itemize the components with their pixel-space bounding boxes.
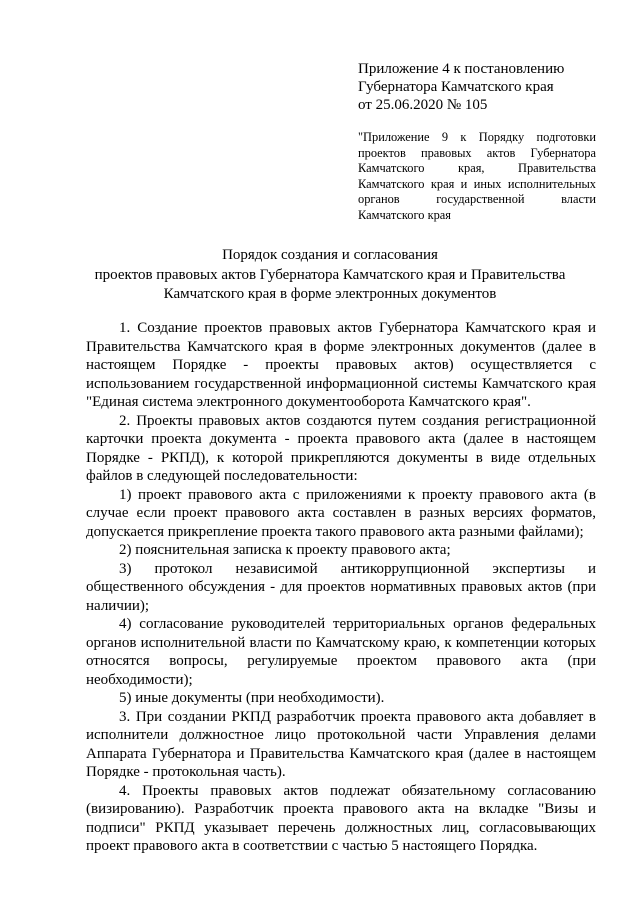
list-item-5: 5) иные документы (при необходимости). [119, 690, 385, 706]
paragraph-1: 1. Создание проектов правовых актов Губернатора Камчатского края и Правительства Камчатского края в форме электронных документов (далее в настоящем Порядке - проекты правовых актов) осуществляется с использованием государственной информационной системы Камчатского края "Единая система электронного документооборота Камчатского края". [86, 320, 596, 410]
list-item-2: 2) пояснительная записка к проекту правового акта; [119, 542, 451, 558]
paragraph-4: 4. Проекты правовых актов подлежат обязательному согласованию (визированию). Разработчик проекта правового акта на вкладке "Визы и подписи" РКПД указывает перечень должностных лиц, согласовывающих проект правового акта в соответствии с частью 5 настоящего Порядка. [86, 782, 596, 854]
appendix-line-2: Губернатора Камчатского края [358, 79, 554, 95]
list-item-3: 3) протокол независимой антикоррупционной экспертизы и общественного обсуждения - для проектов нормативных правовых актов (при наличии); [86, 560, 596, 614]
title-line-3: Камчатского края в форме электронных документов [163, 286, 497, 302]
title-line-1: Порядок создания и согласования [222, 247, 438, 263]
appendix-line-1: Приложение 4 к постановлению [358, 61, 565, 77]
document-body [86, 319, 596, 856]
list-item-1: 1) проект правового акта с приложениями к проекту правового акта (в случае если проект правового акта составлен в разных версиях форматов, допускается прикрепление проекта такого правового акта разными файлами); [86, 486, 596, 540]
list-item-4: 4) согласование руководителей территориальных органов федеральных органов исполнительной власти по Камчатскому краю, к компетенции которых относятся вопросы, регулируемые проектом правового акта (при необходимости); [86, 616, 596, 688]
appendix-line-3: от 25.06.2020 № 105 [358, 97, 488, 113]
title-line-2: проектов правовых актов Губернатора Камчатского края и Правительства [94, 266, 566, 283]
appendix-reference-note: "Приложение 9 к Порядку подготовки проектов правовых актов Губернатора Камчатского края, Правительства Камчатского края и иных исполнительных органов государственной власти Камчатского края [358, 130, 596, 222]
document-title [60, 246, 600, 305]
appendix-header [358, 60, 608, 114]
paragraph-2: 2. Проекты правовых актов создаются путем создания регистрационной карточки проекта документа - проекта правового акта (далее в настоящем Порядке - РКПД), к которой прикрепляются документы в виде отдельных файлов в следующей последовательности: [86, 412, 596, 484]
paragraph-3: 3. При создании РКПД разработчик проекта правового акта добавляет в исполнители должностное лицо протокольной части Управления делами Аппарата Губернатора и Правительства Камчатского края (далее в настоящем Порядке - протокольная часть). [86, 708, 596, 780]
